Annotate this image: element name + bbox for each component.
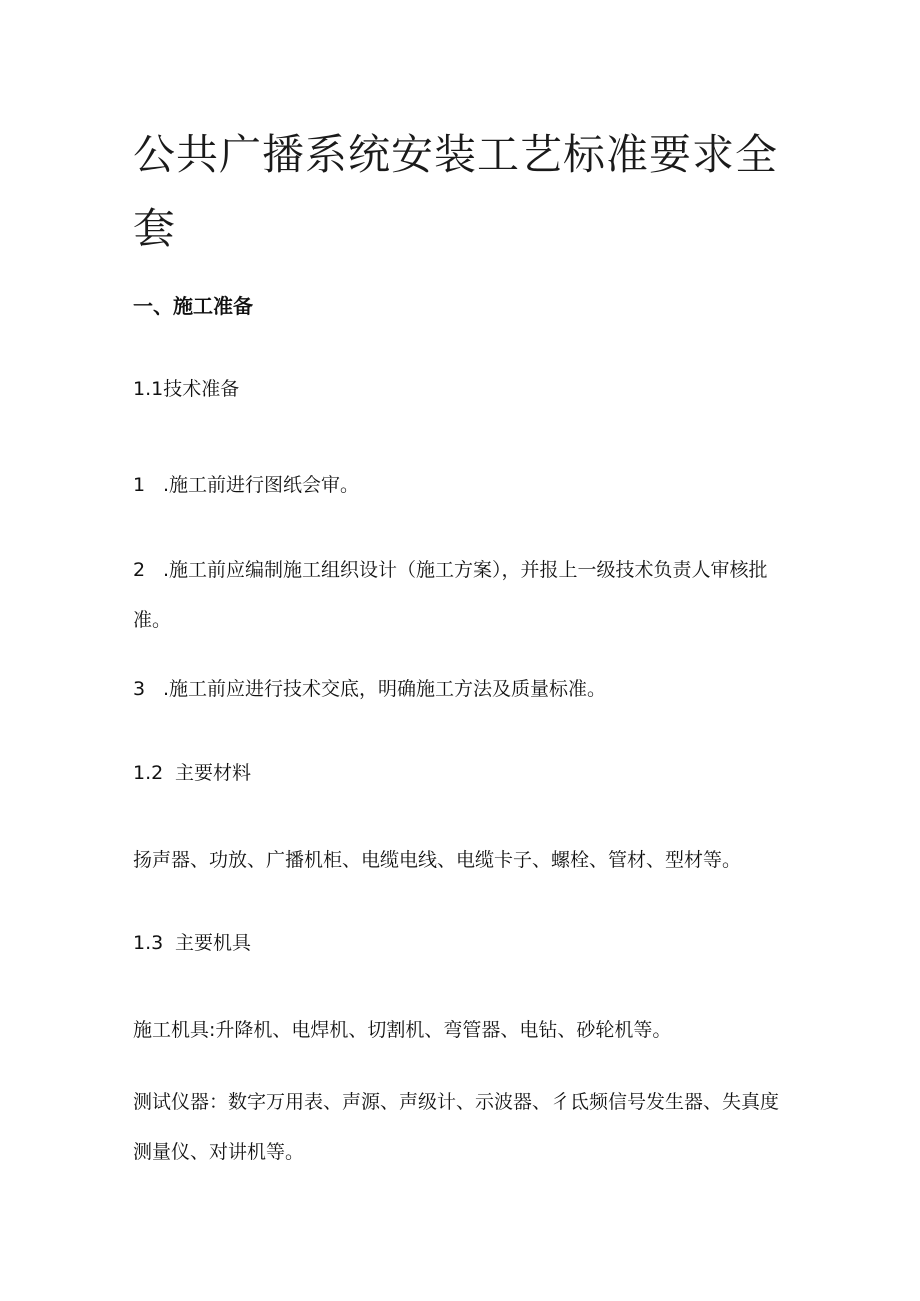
document-title: 公共广播系统安装工艺标准要求全套 <box>133 130 779 253</box>
list-item-text: .施工前应进行技术交底，明确施工方法及质量标准。 <box>163 678 607 700</box>
subsection-number: 1.1 <box>133 378 164 400</box>
section-heading: 一、施工准备 <box>133 294 253 318</box>
list-item-text: .施工前进行图纸会审。 <box>163 474 360 496</box>
list-item <box>133 460 793 510</box>
tools-text: 施工机具:升降机、电焊机、切割机、弯管器、电钻、砂轮机等。 <box>133 1019 672 1041</box>
subsection-heading-1-1 <box>133 364 793 414</box>
subsection-number: 1.2 <box>133 762 164 784</box>
list-item-text: .施工前应编制施工组织设计（施工方案），并报上一级技术负责人审核批准。 <box>133 559 768 631</box>
materials-text: 扬声器、功放、广播机柜、电缆电线、电缆卡子、螺栓、管材、型材等。 <box>133 849 742 871</box>
subsection-title: 主要材料 <box>175 762 252 784</box>
subsection-title: 技术准备 <box>163 378 240 400</box>
list-item-number: 2 <box>133 559 146 581</box>
list-item-number: 1 <box>133 474 146 496</box>
subsection-heading-1-3 <box>133 918 793 968</box>
list-item-number: 3 <box>133 678 146 700</box>
subsection-heading-1-2 <box>133 748 793 798</box>
subsection-number: 1.3 <box>133 932 164 954</box>
instruments-text: 测试仪器：数字万用表、声源、声级计、示波器、彳氐频信号发生器、失真度测量仪、对讲机等。 <box>133 1091 780 1163</box>
list-item <box>133 545 793 645</box>
list-item <box>133 664 793 714</box>
subsection-title: 主要机具 <box>175 932 252 954</box>
